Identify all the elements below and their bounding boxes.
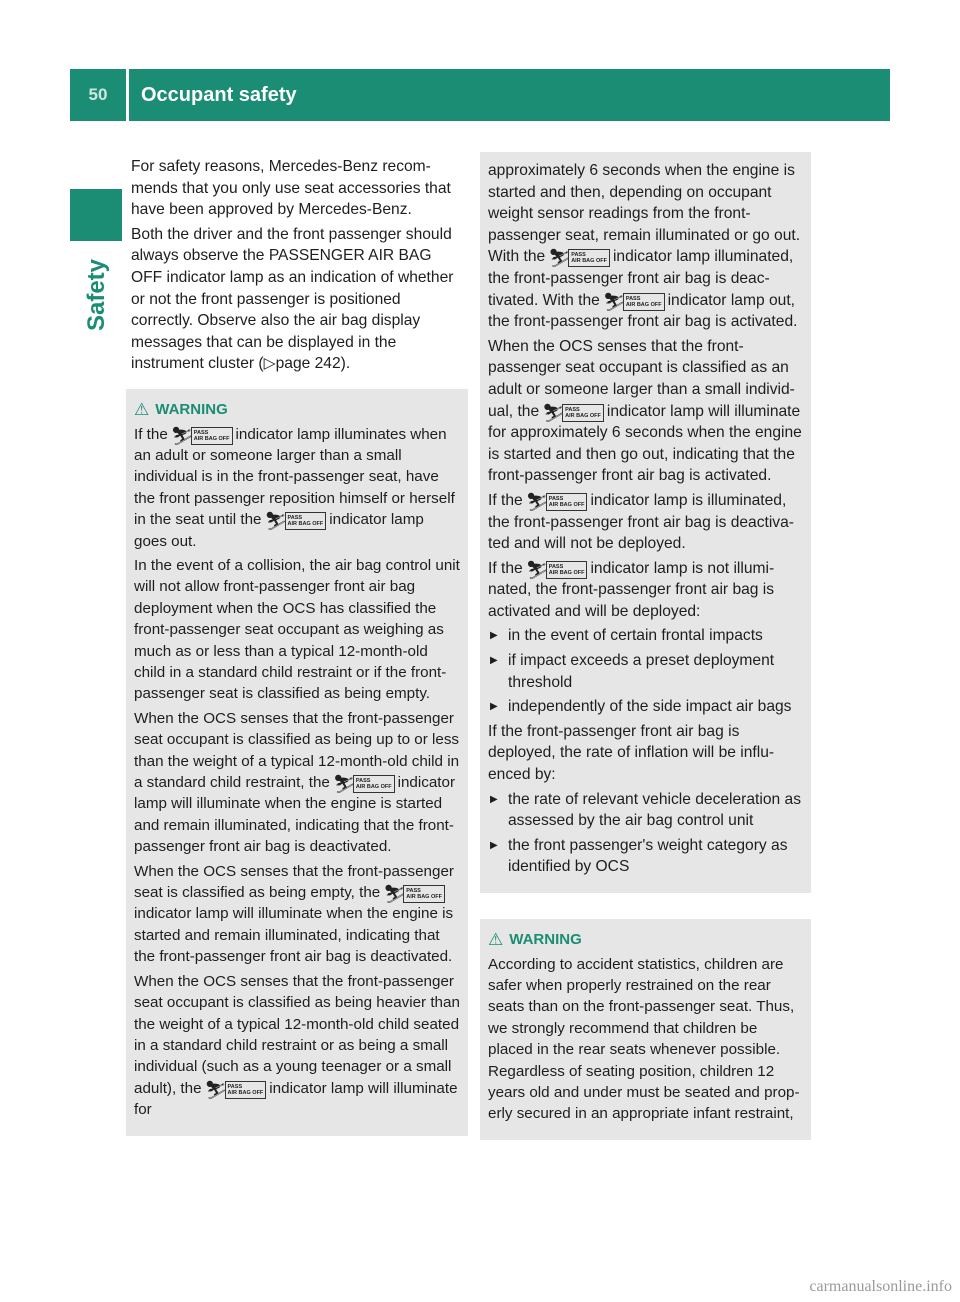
warning-heading: ⚠ WARNING <box>134 400 228 420</box>
warning-paragraph: When the OCS senses that the front-passenger seat occupant is classified as being up to or less than the weight of a typical 12-month-old child in a standard child restraint, the ⛷ PASS AIR BAG OFF indicator lamp will illuminate when the engine is started and remain illuminated, indicating that the front-passenger front air bag is deactivated. <box>134 709 460 856</box>
child-seat-icon: ⛷ <box>542 402 566 423</box>
passenger-airbag-off-icon: ⛷ PASS AIR BAG OFF <box>548 249 610 267</box>
passenger-airbag-off-icon: ⛷ PASS AIR BAG OFF <box>603 293 665 311</box>
section-tab <box>77 255 117 335</box>
page-title: Occupant safety <box>141 83 297 106</box>
child-seat-icon: ⛷ <box>525 559 549 580</box>
watermark: carmanualsonline.info <box>809 1278 952 1295</box>
page-reference-link[interactable]: page 242). <box>275 355 351 373</box>
warning-paragraph: If the ⛷ PASS AIR BAG OFF indicator lamp illuminates when an adult or someone larger than a small individual is in the front-passenger seat, have the front passenger reposition himself or herself in the seat until the ⛷ PASS AIR BAG OFF indicator lamp goes out. <box>134 425 455 550</box>
paragraph: If the ⛷ PASS AIR BAG OFF indicator lamp is illuminated, the front-passenger front air bag is deactivated and will not be deployed. <box>488 491 794 553</box>
warning-paragraph: In the event of a collision, the air bag control unit will not allow front-passenger front air bag deployment when the OCS has classified the front-passenger seat occupant as weighing as much as or less than a typical 12-month-old child in a standard child restraint or if the front-passenger seat is classified as being empty. <box>134 556 460 703</box>
paragraph: If the front-passenger front air bag is deployed, the rate of inflation will be influenced by: <box>488 722 775 784</box>
list-item: ▶ the front passenger's weight category as identified by OCS <box>488 835 803 878</box>
bullet-list <box>488 625 803 717</box>
warning-heading: ⚠ WARNING <box>488 930 582 950</box>
list-item: ▶ independently of the side impact air bags <box>488 696 803 718</box>
child-seat-icon: ⛷ <box>602 291 626 312</box>
child-seat-icon: ⛷ <box>383 884 407 905</box>
page-ref-arrow-icon: ▷ <box>263 355 276 373</box>
child-seat-icon: ⛷ <box>525 491 549 512</box>
warning-triangle-icon: ⚠ <box>134 400 150 420</box>
passenger-airbag-off-icon: ⛷ PASS AIR BAG OFF <box>542 404 604 422</box>
warning-box <box>126 389 468 1136</box>
passenger-airbag-off-icon: ⛷ PASS AIR BAG OFF <box>526 493 588 511</box>
warning-paragraph: According to accident statistics, children are safer when properly restrained on the rear seats than on the front-passenger seat. Thus, we strongly recommend that children be placed in the rear seats whenever possible. Regardless of seating position, children 12 years old and under must be seated and properly secured in an appropriate infant restraint, <box>488 955 800 1123</box>
list-item: ▶ the rate of relevant vehicle deceleration as assessed by the air bag control unit <box>488 789 803 832</box>
passenger-airbag-off-icon: ⛷ PASS AIR BAG OFF <box>526 561 588 579</box>
warning-box <box>480 919 811 1140</box>
paragraph: When the OCS senses that the front-passenger seat occupant is classified as an adult or someone larger than a small individual, the ⛷ PASS AIR BAG OFF indicator lamp will illuminate for approximately 6 seconds when the engine is started and then go out, indicating that the front-passenger front air bag is activated. <box>488 337 802 485</box>
paragraph: Both the driver and the front passenger should always observe the PASSENGER AIR BAG OFF indicator lamp as an indication of whether or not the front passenger is positioned correctly. Observe also the air bag display messages that can be displayed in the instrument cluster (▷page 242). <box>131 225 454 373</box>
paragraph: For safety reasons, Mercedes-Benz recommends that you only use seat accessories that have been approved by Mercedes-Benz. <box>131 158 451 219</box>
child-seat-icon: ⛷ <box>264 511 288 532</box>
child-seat-icon: ⛷ <box>170 425 194 446</box>
passenger-airbag-off-icon: ⛷ PASS AIR BAG OFF <box>171 427 233 445</box>
child-seat-icon: ⛷ <box>204 1079 228 1100</box>
passenger-airbag-off-icon: ⛷ PASS AIR BAG OFF <box>265 512 327 530</box>
warning-continuation-box <box>480 152 811 893</box>
page-number: 50 <box>88 85 108 104</box>
passenger-airbag-off-icon: ⛷ PASS AIR BAG OFF <box>205 1081 267 1099</box>
list-item: ▶ if impact exceeds a preset deployment threshold <box>488 650 803 693</box>
left-column <box>131 156 463 1136</box>
list-item: ▶ in the event of certain frontal impacts <box>488 625 803 647</box>
warning-paragraph: When the OCS senses that the front-passenger seat occupant is classified as being heavier than the weight of a typical 12-month-old child seated in a standard child restraint or as being a small individual (such as a young teenager or a small adult), the ⛷ PASS AIR BAG OFF indicator lamp will illuminate for <box>134 972 460 1119</box>
section-label: Safety <box>83 258 110 332</box>
warning-triangle-icon: ⚠ <box>488 930 504 950</box>
child-seat-icon: ⛷ <box>332 774 356 795</box>
warning-paragraph: When the OCS senses that the front-passenger seat is classified as being empty, the ⛷ PASS AIR BAG OFF indicator lamp will illuminate when the engine is started and remain illuminated, indicating that the front-passenger front air bag is deactivated. <box>134 862 454 966</box>
section-marker <box>70 189 122 241</box>
right-column <box>480 152 811 1140</box>
passenger-airbag-off-icon: ⛷ PASS AIR BAG OFF <box>333 775 395 793</box>
bullet-list <box>488 789 803 878</box>
paragraph: approximately 6 seconds when the engine is started and then, depending on occupant weight sensor readings from the front-passenger seat, remain illuminated or go out. With the ⛷ PASS AIR BAG OFF indicator lamp illuminated, the front-passenger front air bag is deactivated. With the ⛷ PASS AIR BAG OFF indicator lamp out, the front-passenger front air bag is activated. <box>488 162 801 331</box>
paragraph: If the ⛷ PASS AIR BAG OFF indicator lamp is not illuminated, the front-passenger front air bag is activated and will be deployed: <box>488 559 775 620</box>
header-divider <box>126 69 129 121</box>
passenger-airbag-off-icon: ⛷ PASS AIR BAG OFF <box>383 885 445 903</box>
child-seat-icon: ⛷ <box>548 248 572 269</box>
